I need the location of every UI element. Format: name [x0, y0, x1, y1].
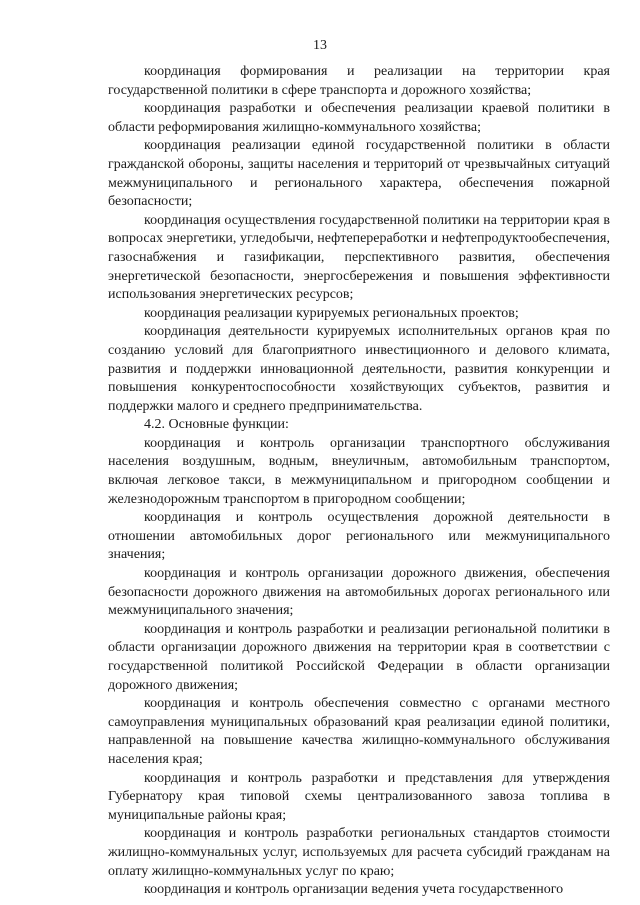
- paragraph: координация реализации единой государственной политики в области гражданской обороны, защиты населения и территорий от чрезвычайных ситуаций межмуниципального и регионального характера, обеспечения пожарной безопасности;: [108, 138, 610, 210]
- paragraph: координация и контроль разработки региональных стандартов стоимости жилищно-коммунальных услуг, используемых для расчета субсидий гражданам на оплату жилищно-коммунальных услуг по краю;: [108, 826, 610, 879]
- paragraph: координация и контроль разработки и представления для утверждения Губернатору края типовой схемы централизованного завоза топлива в муниципальные районы края;: [108, 770, 610, 823]
- paragraph: координация и контроль организации транспортного обслуживания населения воздушным, водным, внеуличным, автомобильным транспортом, включая легковое такси, в межмуниципальном и пригородном сообщении и железнодорожным транспортом в пригородном сообщении;: [108, 435, 610, 507]
- paragraph: координация деятельности курируемых исполнительных органов края по созданию условий для благоприятного инвестиционного и делового климата, развития и поддержки инновационной деятельности, развития конкуренции и повышения конкурентоспособности хозяйствующих субъектов, развития и поддержки малого и среднего предпринимательства.: [108, 324, 610, 414]
- paragraph: координация и контроль обеспечения совместно с органами местного самоуправления муниципальных образований края реализации единой политики, направленной на повышение качества жилищно-коммунального обслуживания населения края;: [108, 696, 610, 767]
- paragraph: координация и контроль разработки и реализации региональной политики в области организации дорожного движения на территории края в соответствии с государственной политикой Российской Федерации в области организации дорожного движения;: [108, 621, 610, 693]
- section-heading: 4.2. Основные функции:: [144, 417, 289, 433]
- page-number: 13: [313, 38, 327, 53]
- paragraph: координация разработки и обеспечения реализации краевой политики в области реформирования жилищно-коммунального хозяйства;: [108, 101, 610, 135]
- paragraph: координация и контроль организации ведения учета государственного: [144, 882, 564, 898]
- paragraph: координация и контроль осуществления дорожной деятельности в отношении автомобильных дорог регионального или межмуниципального значения;: [108, 510, 610, 563]
- document-body: [108, 63, 610, 900]
- paragraph: координация реализации курируемых региональных проектов;: [144, 305, 519, 321]
- paragraph: координация и контроль организации дорожного движения, обеспечения безопасности дорожного движения на автомобильных дорогах регионального или межмуниципального значения;: [108, 566, 610, 619]
- paragraph: координация осуществления государственной политики на территории края в вопросах энергетики, угледобычи, нефтепереработки и нефтепродуктообеспечения, газоснабжения и газификации, перспективного развития, обеспечения энергетической безопасности, энергосбережения и повышения эффективности использования энергетических ресурсов;: [108, 212, 610, 303]
- paragraph: координация формирования и реализации на территории края государственной политики в сфере транспорта и дорожного хозяйства;: [108, 64, 610, 98]
